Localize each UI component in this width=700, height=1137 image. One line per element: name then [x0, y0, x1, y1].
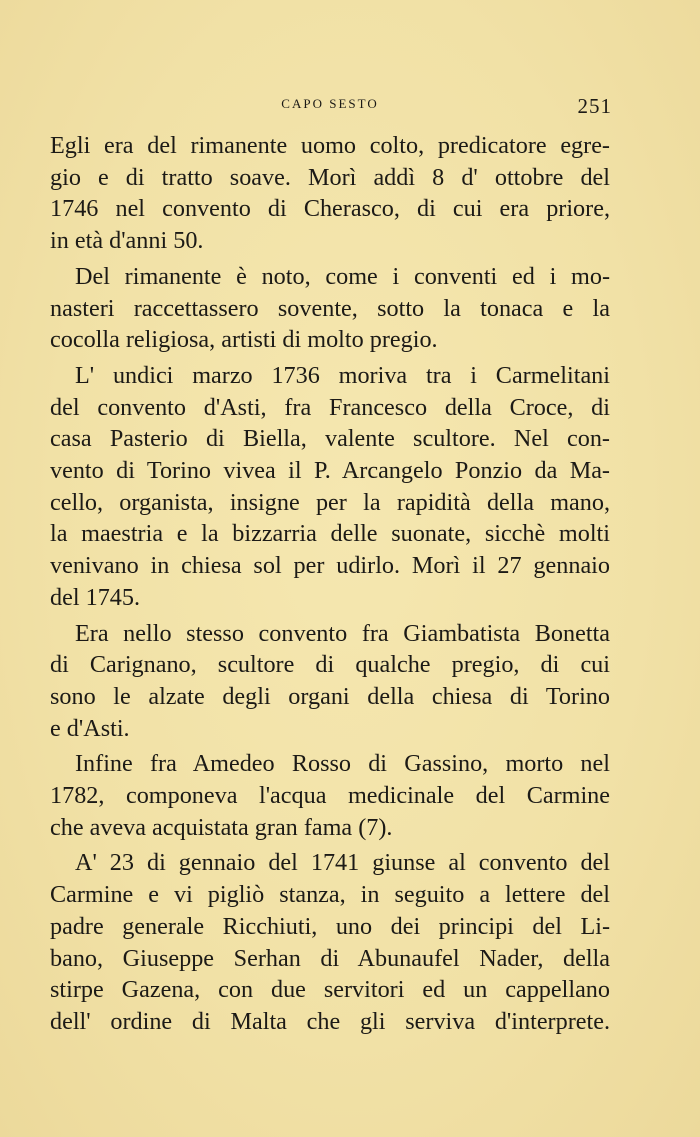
text-line: nasteri raccettassero sovente, sotto la tonaca e la [50, 294, 610, 322]
text-line: in età d'anni 50. [50, 227, 204, 255]
paragraph [50, 748, 610, 843]
paragraph [50, 618, 610, 745]
text-line: padre generale Ricchiuti, uno dei principi del Li- [50, 912, 610, 940]
text-line: venivano in chiesa sol per udirlo. Morì il 27 gennaio [50, 552, 610, 580]
text-line: Egli era del rimanente uomo colto, predicatore egre- [50, 132, 610, 159]
text-line: gio e di tratto soave. Morì addì 8 d' ottobre del [50, 163, 610, 191]
paragraph [50, 261, 610, 356]
text-line: cello, organista, insigne per la rapidità della mano, [50, 488, 610, 516]
text-line: casa Pasterio di Biella, valente scultore. Nel con- [50, 425, 610, 453]
text-line: Del rimanente è noto, come i conventi ed i mo- [75, 262, 610, 290]
running-title: CAPO SESTO [281, 96, 379, 111]
text-line: e d'Asti. [50, 714, 130, 742]
text-line: che aveva acquistata gran fama (7). [50, 813, 393, 841]
text-line: cocolla religiosa, artisti di molto pregio. [50, 326, 438, 354]
text-line: di Carignano, scultore di qualche pregio, di cui [50, 651, 610, 679]
text-line: sono le alzate degli organi della chiesa di Torino [50, 682, 610, 710]
text-line: del convento d'Asti, fra Francesco della Croce, di [50, 393, 610, 421]
paragraph [50, 847, 610, 1037]
text-line: Era nello stesso convento fra Giambatista Bonetta [75, 619, 610, 647]
text-line: del 1745. [50, 583, 141, 611]
text-line: la maestria e la bizzarria delle suonate, sicchè molti [50, 520, 610, 548]
body-text [50, 130, 610, 1042]
text-line: A' 23 di gennaio del 1741 giunse al convento del [75, 849, 610, 877]
paragraph [50, 360, 610, 614]
text-line: dell' ordine di Malta che gli serviva d'interprete. [50, 1007, 610, 1035]
page-header [50, 94, 610, 118]
page-number: 251 [577, 94, 612, 118]
text-line: Carmine e vi pigliò stanza, in seguito a lettere del [50, 881, 610, 909]
text-line: 1746 nel convento di Cherasco, di cui era priore, [50, 195, 610, 223]
text-line: stirpe Gazena, con due servitori ed un cappellano [50, 976, 610, 1004]
text-line: 1782, componeva l'acqua medicinale del Carmine [50, 782, 610, 810]
text-line: bano, Giuseppe Serhan di Abunaufel Nader, della [50, 944, 610, 972]
text-line: vento di Torino vivea il P. Arcangelo Ponzio da Ma- [50, 457, 610, 485]
text-line: Infine fra Amedeo Rosso di Gassino, morto nel [75, 750, 610, 778]
paragraph [50, 130, 610, 257]
text-line: L' undici marzo 1736 moriva tra i Carmelitani [75, 361, 610, 389]
